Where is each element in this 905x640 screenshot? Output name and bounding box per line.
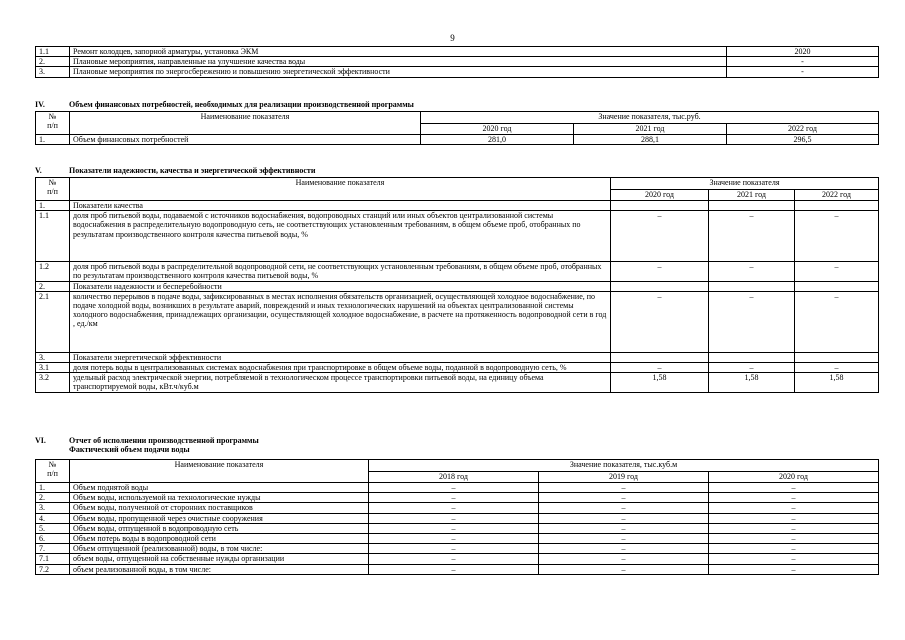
row-value: – [539, 544, 709, 554]
col-group-header: Значение показателя, тыс.куб.м [369, 460, 879, 472]
row-value: – [369, 493, 539, 503]
row-number: 1. [36, 201, 70, 211]
year-header: 2021 год [709, 189, 795, 201]
row-number: 1.1 [36, 47, 70, 57]
table-row [36, 373, 879, 392]
col-num-header: № п/п [36, 112, 70, 135]
table-row [36, 201, 879, 211]
section-4-title: Объем финансовых потребностей, необходимых для реализации производственной программы [69, 100, 414, 109]
row-value: – [709, 291, 795, 352]
row-value: – [369, 523, 539, 533]
row-value [709, 352, 795, 362]
table-row [36, 352, 879, 362]
table-row [36, 291, 879, 352]
row-number: 3.1 [36, 362, 70, 372]
row-number: 1.2 [36, 262, 70, 281]
table-row [36, 513, 879, 523]
row-number: 1. [36, 135, 70, 145]
section-5-title: Показатели надежности, качества и энергетической эффективности [69, 166, 316, 175]
row-name: доля потерь воды в централизованных системах водоснабжения при транспортировке в общем объеме воды, поданной в водопроводную сеть, % [70, 362, 611, 372]
year-header: 2020 год [421, 123, 574, 135]
row-name: Объем воды, пропущенной через очистные сооружения [70, 513, 369, 523]
row-number: 4. [36, 513, 70, 523]
row-name: Объем финансовых потребностей [70, 135, 421, 145]
table-row [36, 523, 879, 533]
row-name: Показатели надежности и бесперебойности [70, 281, 611, 291]
row-name: Плановые мероприятия, направленные на улучшение качества воды [70, 57, 727, 67]
row-number: 2. [36, 493, 70, 503]
col-num-header: № п/п [36, 460, 70, 483]
row-number: 2. [36, 281, 70, 291]
col-num-header: № п/п [36, 178, 70, 201]
row-value: – [709, 513, 879, 523]
col-group-header: Значение показателя [611, 178, 879, 190]
row-value: – [539, 503, 709, 513]
row-value: – [709, 503, 879, 513]
table-row [36, 262, 879, 281]
row-name: Объем потерь воды в водопроводной сети [70, 533, 369, 543]
table-row [36, 554, 879, 564]
row-number: 2.1 [36, 291, 70, 352]
col-name-header: Наименование показателя [70, 112, 421, 135]
water-supply-table [35, 459, 879, 575]
table-row [36, 211, 879, 262]
section-6-subtitle: Фактический объем подачи воды [69, 445, 190, 455]
year-header: 2022 год [727, 123, 879, 135]
row-value: – [709, 554, 879, 564]
table-row [36, 493, 879, 503]
row-value: – [611, 362, 709, 372]
section-6-heading [35, 436, 259, 454]
row-value: – [539, 554, 709, 564]
table-row [36, 281, 879, 291]
row-value: - [727, 57, 879, 67]
row-number: 6. [36, 533, 70, 543]
row-name: Показатели качества [70, 201, 611, 211]
table-row [36, 67, 879, 77]
page-number: 9 [450, 33, 455, 43]
col-name-header: Наименование показателя [70, 178, 611, 201]
row-number: 5. [36, 523, 70, 533]
row-name: удельный расход электрической энергии, потребляемой в технологическом процессе транспортировки питьевой воды, на единицу объема транспортируемой воды, кВт.ч/куб.м [70, 373, 611, 392]
year-header: 2018 год [369, 471, 539, 483]
row-number: 7.1 [36, 554, 70, 564]
row-value: – [709, 483, 879, 493]
row-name: Объем поднятой воды [70, 483, 369, 493]
row-value: – [795, 262, 879, 281]
row-name: Показатели энергетической эффективности [70, 352, 611, 362]
row-value: – [539, 513, 709, 523]
row-number: 3. [36, 352, 70, 362]
row-value: – [611, 211, 709, 262]
indicators-table [35, 177, 879, 393]
row-value: – [369, 554, 539, 564]
year-header: 2020 год [709, 471, 879, 483]
row-name: объем реализованной воды, в том числе: [70, 564, 369, 574]
row-value [709, 281, 795, 291]
table-row [36, 57, 879, 67]
section-5-number: V. [35, 166, 42, 175]
table-row [36, 503, 879, 513]
section-5-heading [35, 166, 315, 175]
row-value [709, 201, 795, 211]
row-value: – [539, 493, 709, 503]
row-number: 3. [36, 503, 70, 513]
row-value: – [709, 523, 879, 533]
row-name: Объем воды, отпущенной в водопроводную сеть [70, 523, 369, 533]
row-value: – [795, 211, 879, 262]
financial-table [35, 111, 879, 145]
row-value: – [795, 291, 879, 352]
row-value: 1,58 [709, 373, 795, 392]
row-number: 1. [36, 483, 70, 493]
row-value: – [709, 362, 795, 372]
table-row [36, 47, 879, 57]
col-group-header: Значение показателя, тыс.руб. [421, 112, 879, 124]
row-name: Объем отпущенной (реализованной) воды, в том числе: [70, 544, 369, 554]
row-value: – [539, 533, 709, 543]
row-value: – [611, 291, 709, 352]
row-name: Объем воды, используемой на технологические нужды [70, 493, 369, 503]
row-value [795, 201, 879, 211]
section-4-heading [35, 100, 414, 109]
row-value: 288,1 [574, 135, 727, 145]
row-value: – [709, 211, 795, 262]
year-header: 2019 год [539, 471, 709, 483]
row-name: доля проб питьевой воды, подаваемой с источников водоснабжения, водопроводных станций или иных объектов централизованной системы водоснабжения в распределительную водопроводную сеть, не соответствующих установленным требованиям, в общем объеме проб, отобранных по результатам производственного контроля качества питьевой воды, % [70, 211, 611, 262]
year-header: 2022 год [795, 189, 879, 201]
row-value [611, 281, 709, 291]
row-value: – [539, 564, 709, 574]
table-row [36, 533, 879, 543]
row-value: – [539, 523, 709, 533]
row-value: 296,5 [727, 135, 879, 145]
year-header: 2021 год [574, 123, 727, 135]
row-name: доля проб питьевой воды в распределительной водопроводной сети, не соответствующих установленным требованиям, в общем объеме проб, отобранных по результатам производственного контроля качества питьевой воды, % [70, 262, 611, 281]
row-name: Плановые мероприятия по энергосбережению и повышению энергетической эффективности [70, 67, 727, 77]
table-row [36, 564, 879, 574]
year-header: 2020 год [611, 189, 709, 201]
row-value: - [727, 67, 879, 77]
section-6-title: Отчет об исполнении производственной программы [69, 436, 259, 445]
row-value: 1,58 [611, 373, 709, 392]
row-number: 7. [36, 544, 70, 554]
table-row [36, 544, 879, 554]
row-value: – [369, 503, 539, 513]
row-value: – [795, 362, 879, 372]
row-number: 1.1 [36, 211, 70, 262]
row-value: – [709, 533, 879, 543]
row-value: – [709, 262, 795, 281]
col-name-header: Наименование показателя [70, 460, 369, 483]
table-row [36, 135, 879, 145]
row-value [611, 352, 709, 362]
row-number: 2. [36, 57, 70, 67]
table-row [36, 362, 879, 372]
row-name: количество перерывов в подаче воды, зафиксированных в местах исполнения обязательств организацией, осуществляющей холодное водоснабжение, по подаче холодной воды, возникших в результате аварий, повреждений и иных технологических нарушений на объектах централизованной системы холодного водоснабжения, принадлежащих организации, осуществляющей холодное водоснабжение, в расчете на протяженность водопроводной сети в год , ед./км [70, 291, 611, 352]
row-value: – [369, 533, 539, 543]
row-value: – [369, 564, 539, 574]
row-value: 1,58 [795, 373, 879, 392]
row-name: Объем воды, полученной от сторонних поставщиков [70, 503, 369, 513]
row-value: – [369, 544, 539, 554]
row-value [795, 352, 879, 362]
row-value [795, 281, 879, 291]
row-value: 2020 [727, 47, 879, 57]
row-value: – [709, 544, 879, 554]
section-4-number: IV. [35, 100, 45, 109]
top-table [35, 46, 879, 78]
row-name: объем воды, отпущенной на собственные нужды организации [70, 554, 369, 564]
row-value: – [369, 513, 539, 523]
row-value: – [539, 483, 709, 493]
row-value: – [709, 493, 879, 503]
row-name: Ремонт колодцев, запорной арматуры, установка ЭКМ [70, 47, 727, 57]
row-value: 281,0 [421, 135, 574, 145]
section-6-number: VI. [35, 436, 46, 445]
row-value: – [709, 564, 879, 574]
table-row [36, 483, 879, 493]
row-number: 3.2 [36, 373, 70, 392]
row-value: – [611, 262, 709, 281]
row-value: – [369, 483, 539, 493]
row-number: 3. [36, 67, 70, 77]
row-number: 7.2 [36, 564, 70, 574]
row-value [611, 201, 709, 211]
